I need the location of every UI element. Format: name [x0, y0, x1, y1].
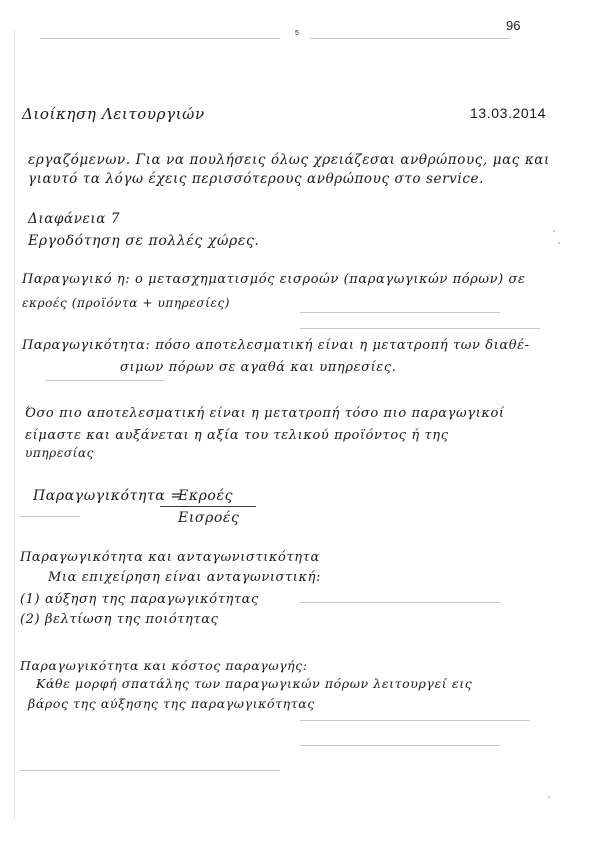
scan-artifact [300, 720, 530, 721]
list-item: (2) βελτίωση της ποιότητας [20, 612, 219, 627]
scan-artifact [300, 745, 500, 746]
text-line: υπηρεσίας [25, 446, 94, 460]
definition-productivity: Παραγωγικότητα: πόσο αποτελεσματική είναι η μετατροπή των διαθέ- [22, 338, 530, 353]
margin-line [14, 30, 15, 820]
scan-artifact [300, 312, 500, 313]
small-page-number: 5 [295, 30, 299, 37]
scan-artifact [40, 38, 280, 39]
text-line: Μια επιχείρηση είναι ανταγωνιστική: [48, 570, 321, 585]
list-item: (1) αύξηση της παραγωγικότητας [20, 592, 259, 607]
formula-numerator: Εκροές [178, 488, 234, 504]
scan-artifact [558, 242, 560, 244]
formula-denominator: Εισροές [178, 510, 240, 526]
text-line: βάρος της αύξησης της παραγωγικότητας [28, 696, 315, 711]
fraction-bar [160, 506, 256, 507]
section-heading: Παραγωγικότητα και ανταγωνιστικότητα [20, 550, 320, 565]
text-line: είμαστε και αυξάνεται η αξία του τελικού προϊόντος ή της [25, 428, 449, 443]
text-line: εκροές (προϊόντα + υπηρεσίες) [22, 296, 231, 310]
text-line: Εργοδότηση σε πολλές χώρες. [28, 233, 260, 249]
section-heading: Παραγωγικότητα και κόστος παραγωγής: [20, 658, 308, 673]
slide-reference: Διαφάνεια 7 [28, 211, 121, 227]
text-line: Όσο πιο αποτελεσματική είναι η μετατροπή τόσο πιο παραγωγικοί [25, 406, 505, 421]
text-line: γιαυτό τα λόγω έχεις περισσότερους ανθρώπους στο service. [28, 171, 484, 187]
page-number: 96 [506, 18, 521, 33]
scan-artifact [20, 770, 280, 771]
scan-artifact [553, 230, 555, 232]
scan-artifact [548, 796, 550, 798]
definition-production: Παραγωγικό η: ο μετασχηματισμός εισροών (παραγωγικών πόρων) σε [22, 272, 526, 287]
text-line: Κάθε μορφή σπατάλης των παραγωγικών πόρων λειτουργεί εις [36, 676, 473, 691]
scan-artifact [20, 516, 80, 517]
formula-label: Παραγωγικότητα = [33, 488, 183, 504]
date: 13.03.2014 [470, 105, 547, 121]
subject-heading: Διοίκηση Λειτουργιών [22, 105, 205, 123]
scan-artifact [300, 602, 500, 603]
scan-artifact [45, 380, 165, 381]
scan-artifact [300, 328, 540, 329]
scan-artifact [310, 38, 510, 39]
text-line: εργαζόμενων. Για να πουλήσεις όλως χρειάζεσαι ανθρώπους, μας και [28, 152, 550, 168]
text-line: σιμων πόρων σε αγαθά και υπηρεσίες. [120, 360, 397, 375]
